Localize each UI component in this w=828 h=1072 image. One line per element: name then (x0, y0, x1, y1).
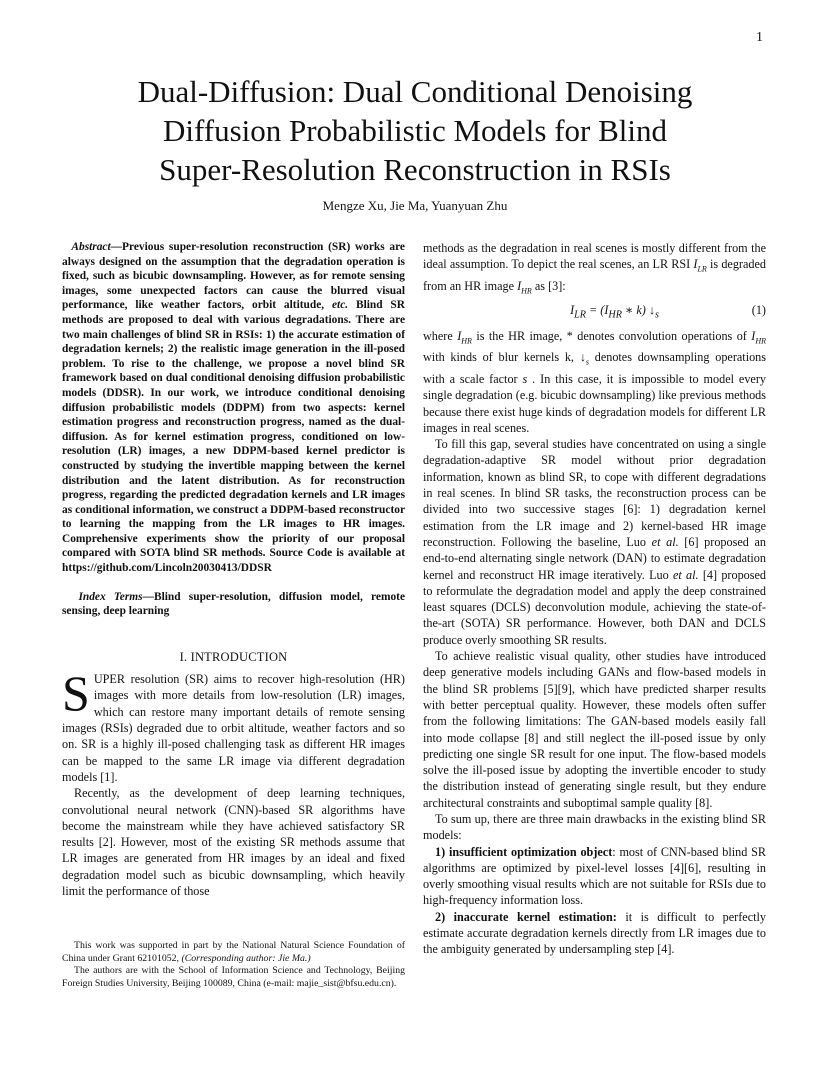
equation-1 (423, 302, 766, 324)
math-i-hr: $I_{HR}$ (457, 328, 472, 345)
drawback-2-text: it is difficult to perfectly estimate accurate degradation kernels directly from LR images due to the ambiguity generated by undersampling step [4]. (423, 909, 766, 957)
right-paragraph-4: To achieve realistic visual quality, other studies have introduced deep generative models including GANs and flow-based models in the blind SR problems [5][9], which have predicted sharper results with better perceptual quality. However, these models often suffer from the following limitations: The GAN-based models easily fall into mode collapse [8] and still neglect the ill-posed issue by only predicting one single SR result for one input. The flow-based models solve the ill-posed issue by adopting the invertible encoder to study the distribution instead of generating single result, but they endure architectural constraints and suboptimal sample quality [8]. (423, 649, 766, 810)
right-paragraph-2 (423, 328, 766, 437)
intro-paragraph-1 (62, 665, 405, 785)
drawback-1 (423, 844, 766, 909)
et-al: et al. (673, 567, 699, 582)
text-run: denotes downsampling operations with a scale factor (423, 350, 767, 386)
math-i-lr: $I_{LR}$ (693, 257, 707, 274)
section-heading-introduction: I. INTRODUCTION (179, 649, 288, 664)
text-run: methods as the degradation in real scenes is mostly different from the ideal assumption. To depict the real scenes, an LR RSI (423, 241, 766, 272)
equation-number: (1) (751, 302, 766, 317)
et-al: et al. (651, 534, 679, 549)
footnote-affiliation: The authors are with the School of Information Science and Technology, Beijing Foreign Studies University, Beijing 100089, China (e-mail: majie_sist@bfsu.edu.cn). (62, 965, 405, 989)
drawback-2-title: 2) inaccurate kernel estimation: (435, 909, 617, 924)
abstract-dash: — (110, 241, 123, 253)
abstract-text: Previous super-resolution reconstruction (SR) works are always designed on the assumption that the degradation operation is fixed, such as bicubic downsampling. However, as for remote sensing images, some unexpected factors can cause the blurred visual performance, like weather factors, orbit altitude, (62, 241, 405, 312)
author-list: Mengze Xu, Jie Ma, Yuanyuan Zhu (322, 198, 508, 213)
text-run: as [3]: (531, 279, 566, 294)
text-run: with kinds of blur kernels k, (423, 350, 580, 365)
right-paragraph-5: To sum up, there are three main drawbacks in the existing blind SR models: (423, 811, 766, 843)
page-number: 1 (756, 30, 763, 45)
index-terms-text: Blind super-resolution, diffusion model, remote sensing, deep learning (62, 590, 405, 618)
text-run: To fill this gap, several studies have concentrated on using a single degradation-adaptive SR model without prior degradation information, known as blind SR, to cope with different degradations in real scenes. In blind SR tasks, the reconstruction process can be divided into two successive stages [6]: 1) degradation kernel estimation from the LR image and 2) kernel-based HR image reconstruction. Following the baseline, Luo (423, 437, 766, 549)
text-run: . In this case, it is impossible to model every single degradation (e.g. bicubic downsampling) like previous methods because there exist huge kinds of degradation models for different LR images in real scenes. (423, 371, 766, 435)
text-run: where (423, 328, 458, 343)
drawback-1-title: 1) insufficient optimization object (435, 844, 613, 859)
index-terms-label: Index Terms (78, 590, 143, 603)
text-run: is the HR image, * denotes convolution operations of (471, 328, 752, 343)
abstract-text-continued: Blind SR methods are proposed to deal with various degradations. There are two main challenges of blind SR in RSIs: 1) the accurate estimation of degradation kernels; 2) the realistic image generation in the ill-posed problem. To rise to the challenge, we propose a novel blind SR framework based on dual conditional denoising diffusion probabilistic models (DDSR). In our work, we introduce conditional denoising diffusion probabilistic models (DDPM) from two aspects: kernel estimation progress and reconstruction progress, named as the dual-diffusion. As for kernel estimation progress, conditioned on low-resolution (LR) images, a new DDPM-based kernel predictor is constructed by studying the invertible mapping between the kernel distribution and the latent distribution. As for reconstruction progress, regarding the predicted degradation kernels and LR images as conditional information, we construct a DDPM-based reconstructor to learning the mapping from the LR images to HR images. Comprehensive experiments show the priority of our proposal compared with SOTA blind SR methods. Source Code is available at https://github.com/Lincoln20030413/DDSR (62, 299, 405, 575)
footnote-funding (62, 940, 405, 965)
index-terms (62, 590, 405, 619)
text-run: [4] proposed to reformulate the degradation model and apply the deep constrained least squares (DCLS) deconvolution module, achieving the state-of-the-art (SOTA) SR performance. However, both DAN and DCLS produce overly smoothing SR results. (423, 567, 766, 647)
drawback-1-text: : most of CNN-based blind SR algorithms are optimized by pixel-level losses [4][6], resulting in overly smoothing visual results which are not suitable for RSIs due to high-frequency information loss. (423, 844, 766, 908)
text-run: is degraded from an HR image (423, 257, 766, 294)
math-i-hr: $I_{HR}$ (751, 328, 766, 345)
drop-cap: S (62, 665, 90, 722)
right-column (423, 240, 766, 958)
footnote-funding-text: This work was supported in part by the National Natural Science Foundation of China under Grant 62101052, (62, 940, 405, 964)
abstract-label: Abstract (71, 241, 111, 253)
intro-paragraph-2: Recently, as the development of deep learning techniques, convolutional neural network (CNN)-based SR algorithms have become the mainstream while they have achieved satisfactory SR results [2]. However, most of the existing SR methods assume that LR images are generated from HR images by an ideal and fixed degradation model such as bicubic downsampling, which heavily limit the performance of those (62, 786, 405, 898)
title-line: Diffusion Probabilistic Models for Blind (162, 113, 668, 148)
math-downsample-operator: $↓_s$ (579, 350, 589, 367)
footnote-corresponding-author: (Corresponding author: Jie Ma.) (181, 952, 311, 964)
right-paragraph-3 (423, 436, 766, 648)
paper-title (60, 72, 770, 189)
math-scale-factor: s (522, 371, 528, 386)
right-paragraph-1 (423, 240, 766, 300)
abstract-etc: etc. (331, 299, 349, 312)
abstract (62, 240, 405, 576)
left-column (62, 240, 405, 899)
text-run: [6] proposed an end-to-end alternating single network (DAN) to estimate degradation kernel and reconstruct HR image iteratively. Luo (423, 534, 766, 582)
equation-body: $I_{LR} = (I_{HR}$ ∗ k) $↓_s$ (570, 302, 659, 321)
math-i-hr: $I_{HR}$ (517, 279, 532, 296)
drawback-2 (423, 909, 766, 958)
intro-paragraph-1-text: UPER resolution (SR) aims to recover high-resolution (HR) images with more details from low-resolution (LR) images, which can restore many important details of remote sensing images (RSIs) degraded due to orbit altitude, weather factors and so on. SR is a highly ill-posed challenging task as different HR images can be mapped to the same LR image via different degradation models [1]. (62, 672, 405, 784)
index-terms-dash: — (142, 590, 154, 603)
title-line: Dual-Diffusion: Dual Conditional Denoising (137, 74, 693, 109)
title-line: Super-Resolution Reconstruction in RSIs (159, 152, 671, 187)
footnote (62, 940, 405, 990)
